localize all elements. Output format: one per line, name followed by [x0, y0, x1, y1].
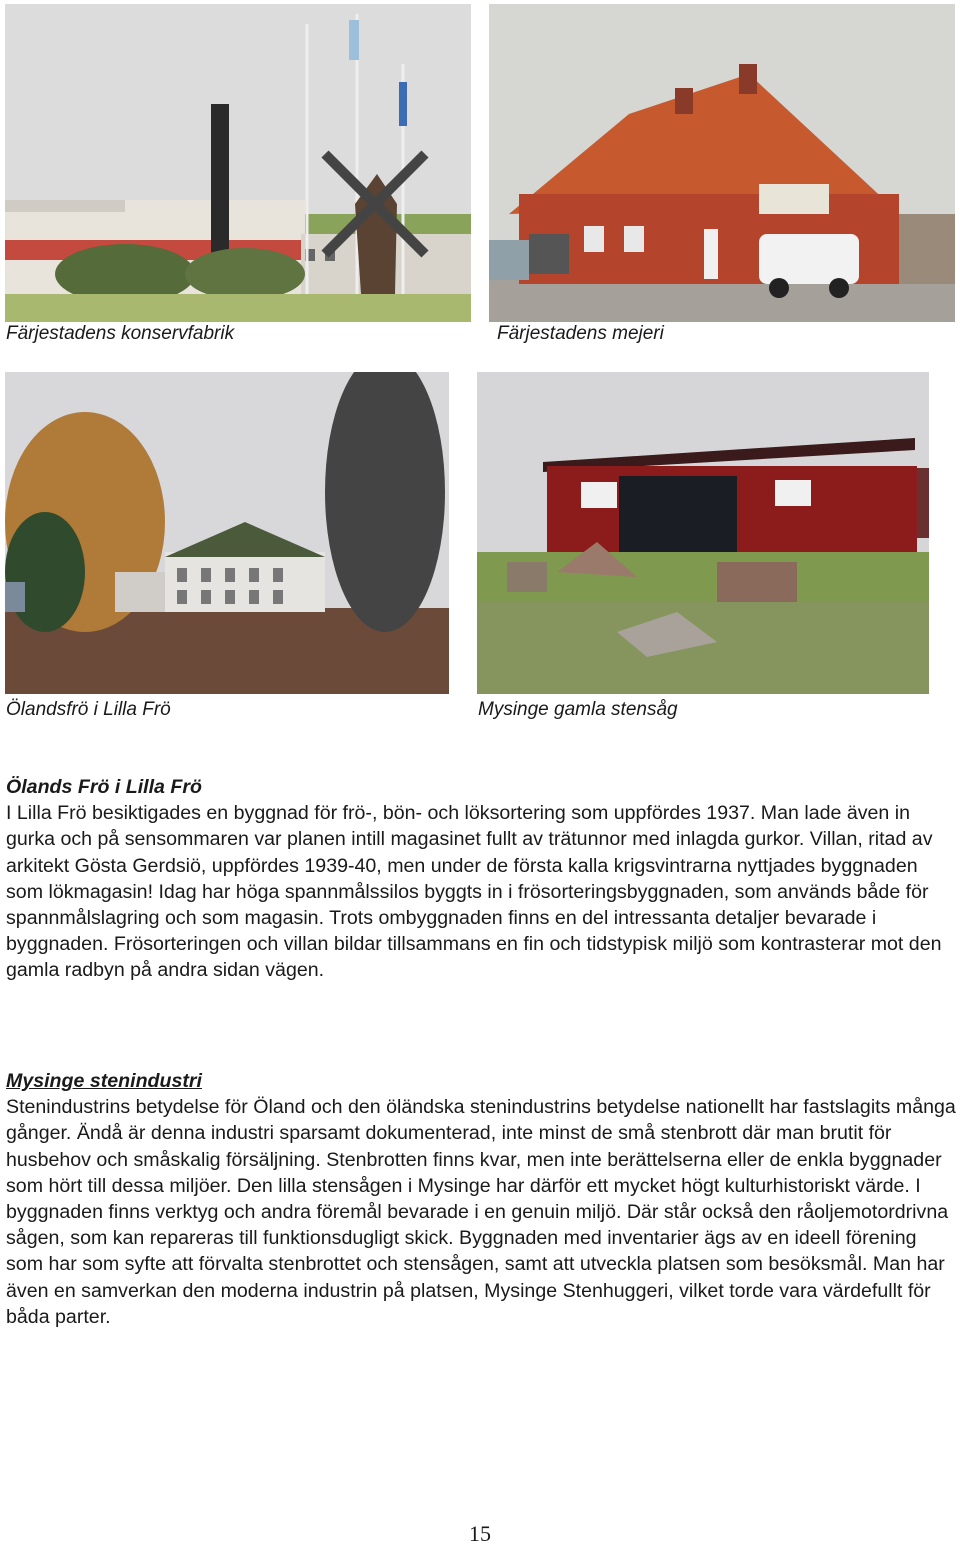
photo-olandsfro: [5, 372, 449, 694]
section-body: Stenindustrins betydelse för Öland och den öländska stenindustrins betydelse nationellt har fastslagits många gånger. Ändå är denna industri sparsamt dokumenterad, inte minst de små stenbrott där man brutit för husbehov och småskalig försäljning. Stenbrotten finns kvar, men inte berättelserna eller de enkla byggnader som hört till dessa miljöer. Den lilla stensågen i Mysinge har därför ett mycket högt kulturhistoriskt värde. I byggnaden finns verktyg och andra föremål bevarade i en genuin miljö. Där står också den råoljemotordrivna sågen, som kan repareras till funktionsdugligt skick. Byggnaden med inventarier ägs av en ideell förening som har som syfte att förvalta stenbrottet och stensågen, samt att utveckla platsen som besöksmål. Man har även en samverkan den moderna industrin på platsen, Mysinge Stenhuggeri, vilket torde vara värdefullt för båda parter.: [6, 1096, 956, 1328]
section-heading: Ölands Frö i Lilla Frö: [6, 776, 202, 798]
page-number: 15: [469, 1521, 491, 1546]
caption-olandsfro: Ölandsfrö i Lilla Frö: [6, 699, 171, 720]
photo-konservfabrik: [5, 4, 471, 322]
section-mysinge-stenindustri: [6, 1068, 956, 1330]
photo-mejeri: [489, 4, 955, 322]
section-body: I Lilla Frö besiktigades en byggnad för frö-, bön- och löksortering som uppfördes 1937. Man lade även in gurka och på sensommaren var planen intill magasinet fullt av trätunnor med inlagda gurkor. Villan, ritad av arkitekt Gösta Gerdsiö, uppfördes 1939-40, men under de första kalla krigsvintrarna nyttjades byggnaden som lökmagasin! Idag har höga spannmålssilos byggts in i frösorteringsbyggnaden, som används både för spannmålslagring och som magasin. Trots ombyggnaden finns en del intressanta detaljer bevarade i byggnaden. Frösorteringen och villan bildar tillsammans en fin och tidstypisk miljö som kontrasterar mot den gamla radbyn på andra sidan vägen.: [6, 802, 942, 982]
section-heading: Mysinge stenindustri: [6, 1070, 202, 1092]
caption-konservfabrik: Färjestadens konservfabrik: [6, 323, 235, 344]
photo-stensag: [477, 372, 929, 694]
caption-mejeri: Färjestadens mejeri: [497, 323, 664, 344]
caption-stensag: Mysinge gamla stensåg: [478, 699, 678, 720]
section-olands-fro: [6, 774, 956, 984]
